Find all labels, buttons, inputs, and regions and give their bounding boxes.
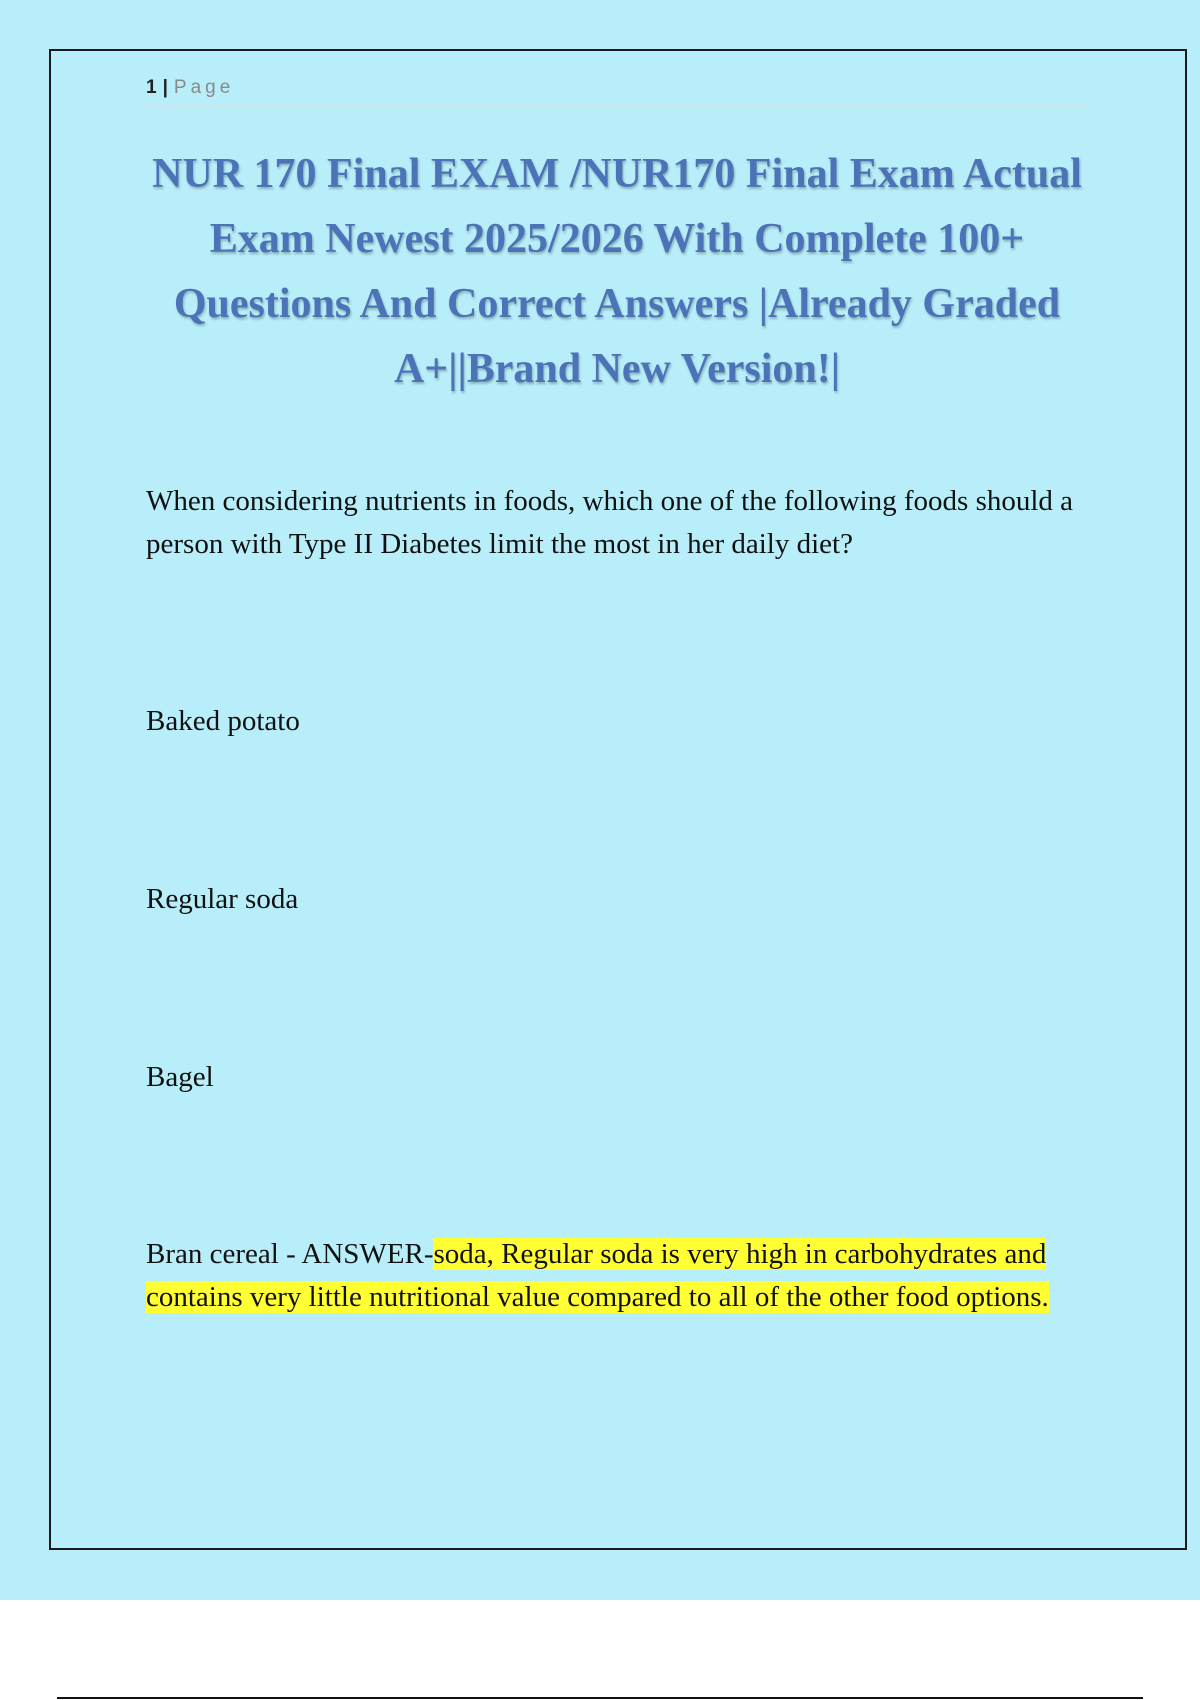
answer-block bbox=[146, 1233, 1086, 1319]
page-header bbox=[146, 74, 1092, 107]
option-3: Bagel bbox=[146, 1061, 214, 1093]
answer-prefix: Bran cereal - ANSWER- bbox=[146, 1238, 434, 1270]
page-separator: | bbox=[162, 77, 168, 98]
page-number: 1 bbox=[146, 77, 157, 98]
question-text: When considering nutrients in foods, which one of the following foods should a person with Type II Diabetes limit the most in her daily diet? bbox=[146, 485, 1074, 560]
document-title: NUR 170 Final EXAM /NUR170 Final Exam Actual Exam Newest 2025/2026 With Complete 100+ Questions And Correct Answers |Already Graded A+||Brand New Version!| bbox=[152, 151, 1082, 392]
option-2: Regular soda bbox=[146, 883, 299, 915]
footer-divider bbox=[57, 1697, 1143, 1699]
answer-explanation: soda, Regular soda is very high in carbohydrates and contains very little nutritional value compared to all of the other food options. bbox=[146, 1238, 1049, 1313]
option-1: Baked potato bbox=[146, 705, 300, 737]
page-label: Page bbox=[173, 77, 235, 98]
